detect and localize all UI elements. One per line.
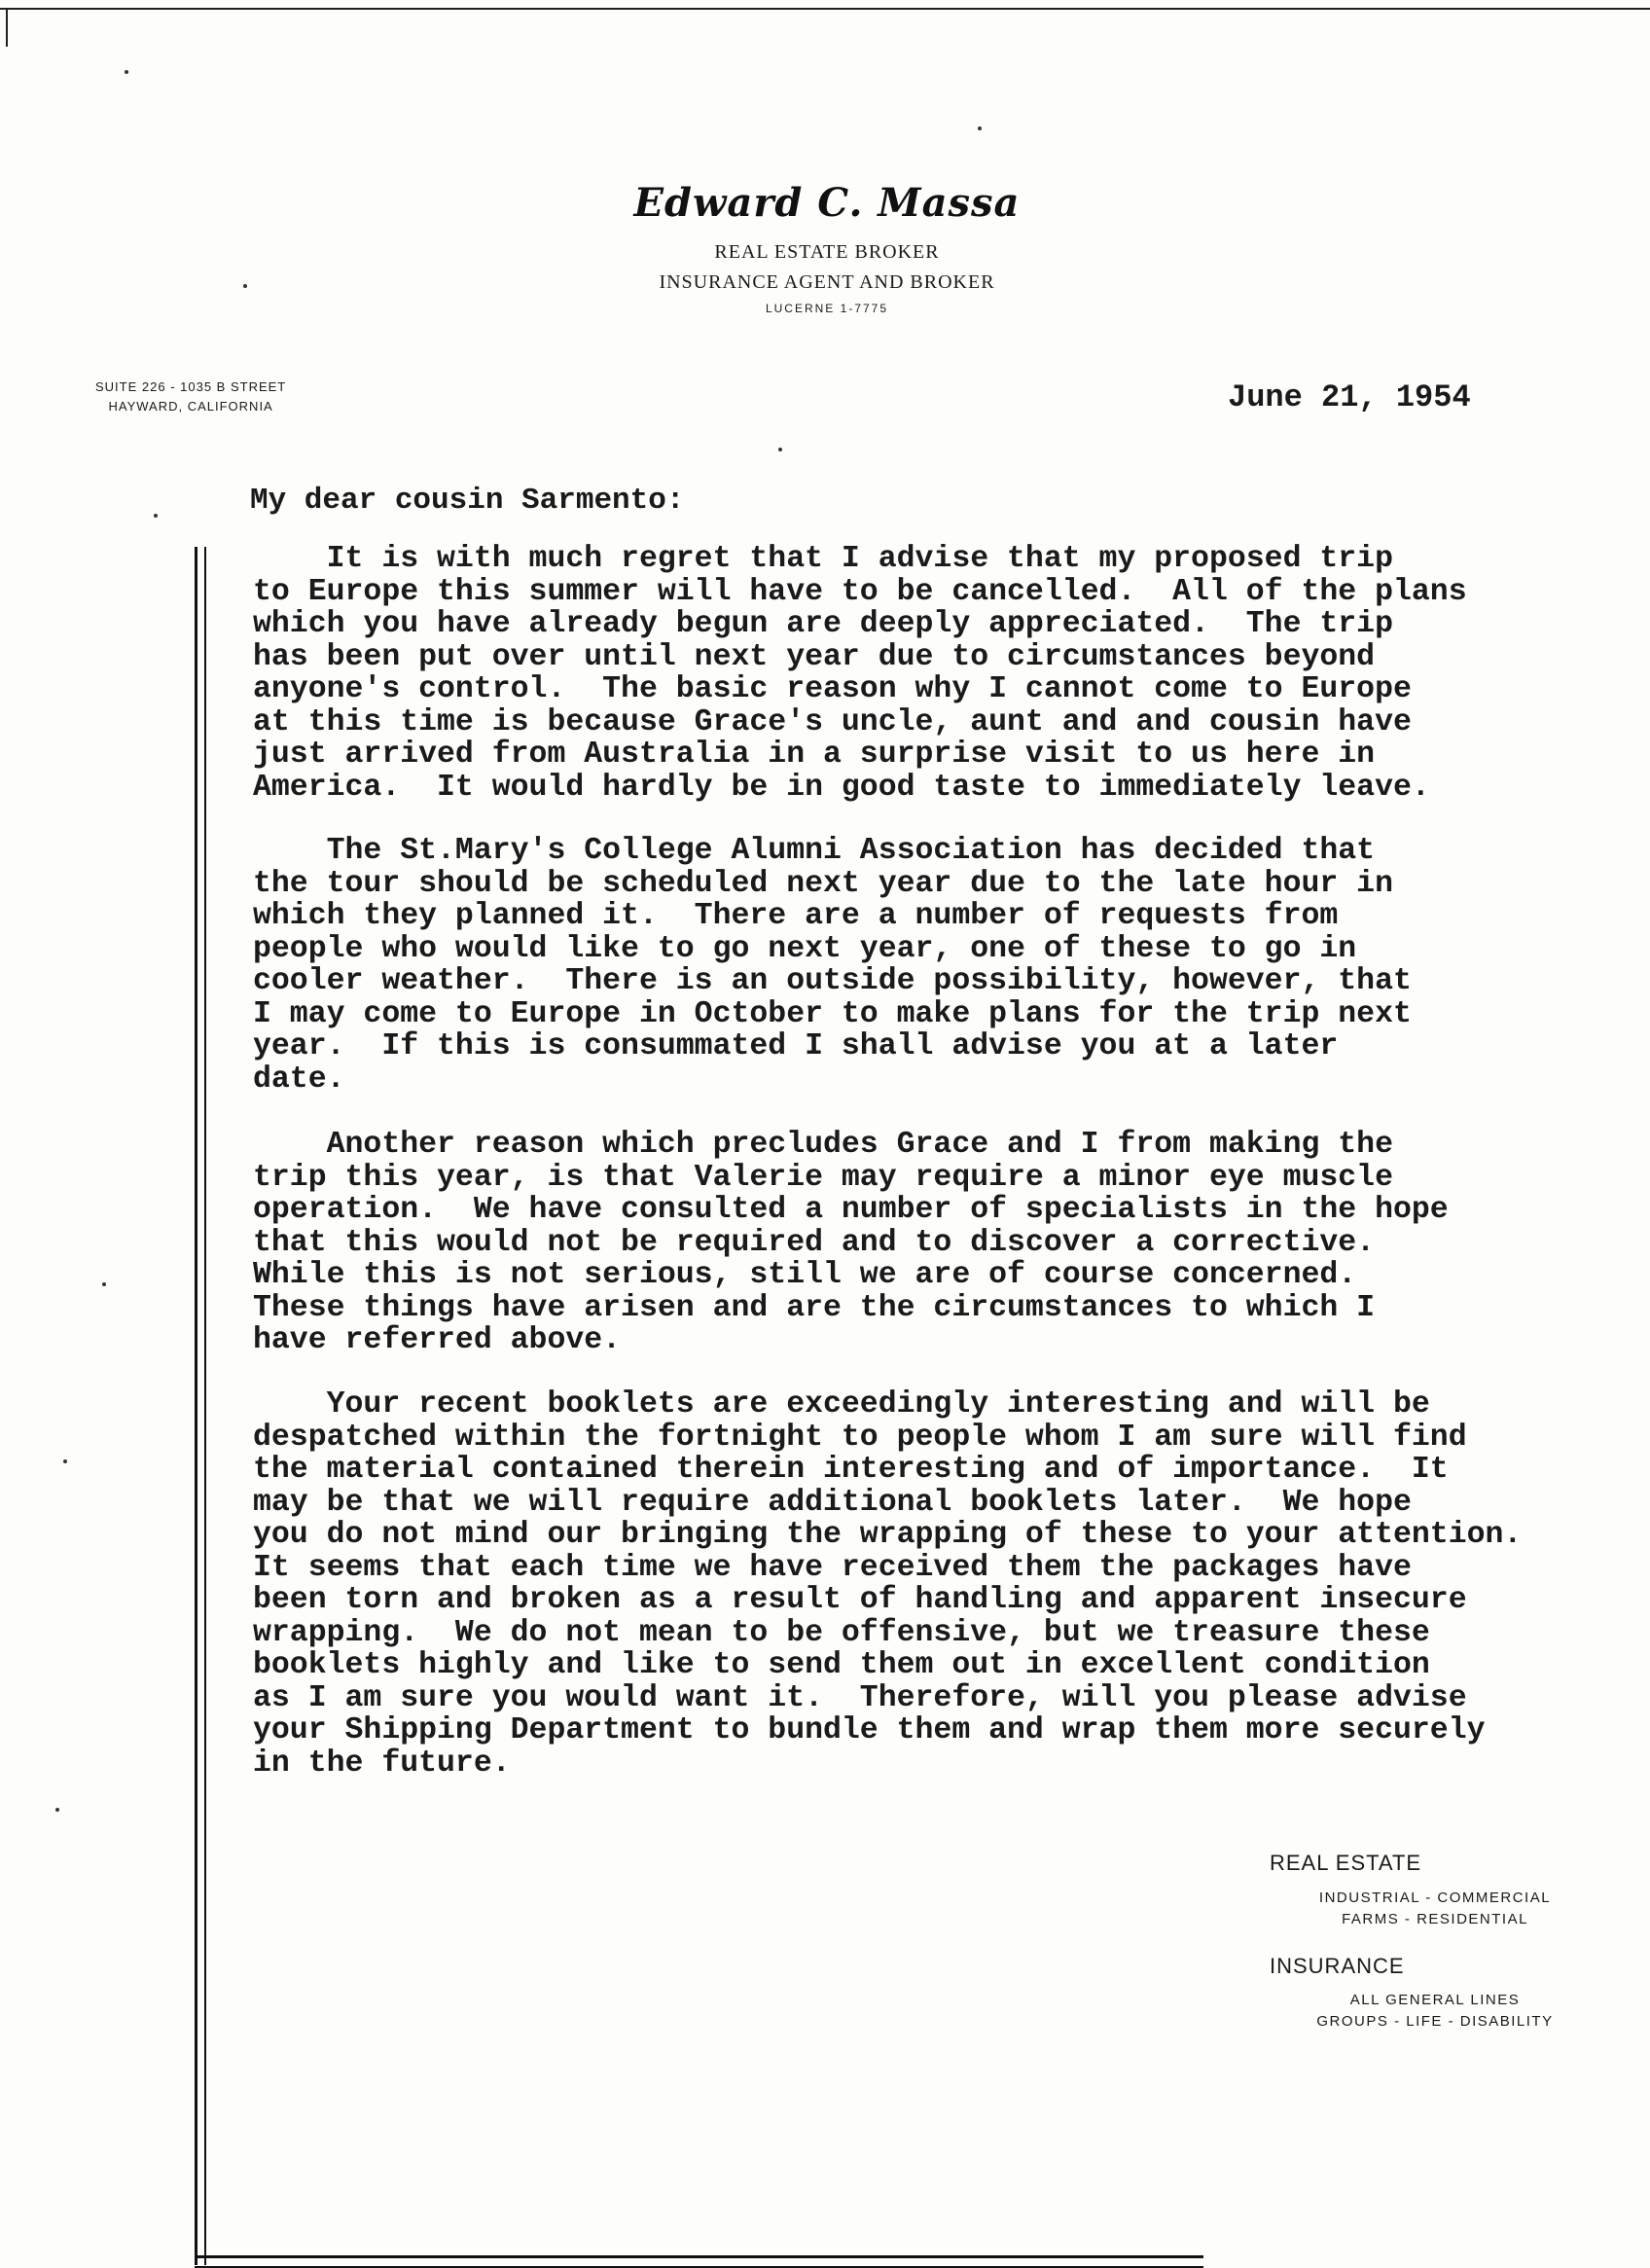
services-insurance-line-2: GROUPS - LIFE - DISABILITY xyxy=(1316,2013,1554,2030)
letter-margin-bar-horizontal xyxy=(195,2255,1203,2268)
scan-speck xyxy=(55,1808,59,1812)
services-real-estate-line-2: FARMS - RESIDENTIAL xyxy=(1342,1911,1528,1927)
address-line-1: SUITE 226 - 1035 B STREET xyxy=(95,379,287,394)
scan-speck xyxy=(125,70,128,74)
salutation: My dear cousin Sarmento: xyxy=(250,484,685,518)
address-line-2: HAYWARD, CALIFORNIA xyxy=(108,399,273,414)
letter-date: June 21, 1954 xyxy=(1228,379,1471,415)
sender-address xyxy=(95,378,286,416)
letter-margin-bar-vertical xyxy=(195,547,206,2265)
letterhead-name: Edward C. Massa xyxy=(633,180,1021,226)
services-insurance-line-1: ALL GENERAL LINES xyxy=(1349,1992,1521,2008)
letter-paragraph-1: It is with much regret that I advise that my proposed trip to Europe this summer will have to be cancelled. All of the plans which you have already begun are deeply appreciated. The trip has been put over until next year due to circumstances beyond anyone's control. The basic reason why I cannot come to Europe at this time is because Grace's uncle, aunt and and cousin have just arrived from Australia in a surprise visit to us here in America. It would hardly be in good taste to immediately leave. xyxy=(253,542,1467,805)
letter-paragraph-4: Your recent booklets are exceedingly interesting and will be despatched within the fortnight to people whom I am sure will find the material contained therein interesting and of importance. It may be that we will require additional booklets later. We hope you do not mind our bringing the wrapping of these to your attention. It seems that each time we have received them the packages have been torn and broken as a result of handling and apparent insecure wrapping. We do not mean to be offensive, but we treasure these booklets highly and like to send them out in excellent condition as I am sure you would want it. Therefore, will you please advise your Shipping Department to bundle them and wrap them more securely in the future. xyxy=(253,1387,1523,1781)
scan-speck xyxy=(778,448,782,451)
services-real-estate-heading: REAL ESTATE xyxy=(1270,1851,1422,1875)
services-insurance-list xyxy=(1289,1990,1581,2033)
services-real-estate-list xyxy=(1299,1888,1571,1930)
scan-speck xyxy=(63,1459,67,1463)
scan-speck xyxy=(978,126,982,130)
letter-paragraph-3: Another reason which precludes Grace and I from making the trip this year, is that Valerie may require a minor eye muscle operation. We have consulted a number of specialists in the hope that this would not be required and to discover a corrective. While this is not serious, still we are of course concerned. These things have arisen and are the circumstances to which I have referred above. xyxy=(253,1128,1449,1357)
left-border-rule xyxy=(6,8,8,47)
scan-speck xyxy=(243,284,247,288)
letterhead-title-insurance: INSURANCE AGENT AND BROKER xyxy=(659,271,995,293)
services-real-estate-line-1: INDUSTRIAL - COMMERCIAL xyxy=(1318,1890,1552,1906)
services-insurance-heading: INSURANCE xyxy=(1270,1954,1405,1978)
top-border-rule xyxy=(0,8,1650,10)
letter-paragraph-2: The St.Mary's College Alumni Association has decided that the tour should be scheduled next year due to the late hour in which they planned it. There are a number of requests from people who would like to go next year, one of these to go in cooler weather. There is an outside possibility, however, that I may come to Europe in October to make plans for the trip next year. If this is consummated I shall advise you at a later date. xyxy=(253,834,1412,1097)
scan-speck xyxy=(102,1282,106,1286)
letterhead-phone: LUCERNE 1-7775 xyxy=(765,302,889,315)
letterhead-title-real-estate: REAL ESTATE BROKER xyxy=(714,241,940,263)
letterhead xyxy=(545,180,1109,315)
scan-speck xyxy=(154,514,158,518)
